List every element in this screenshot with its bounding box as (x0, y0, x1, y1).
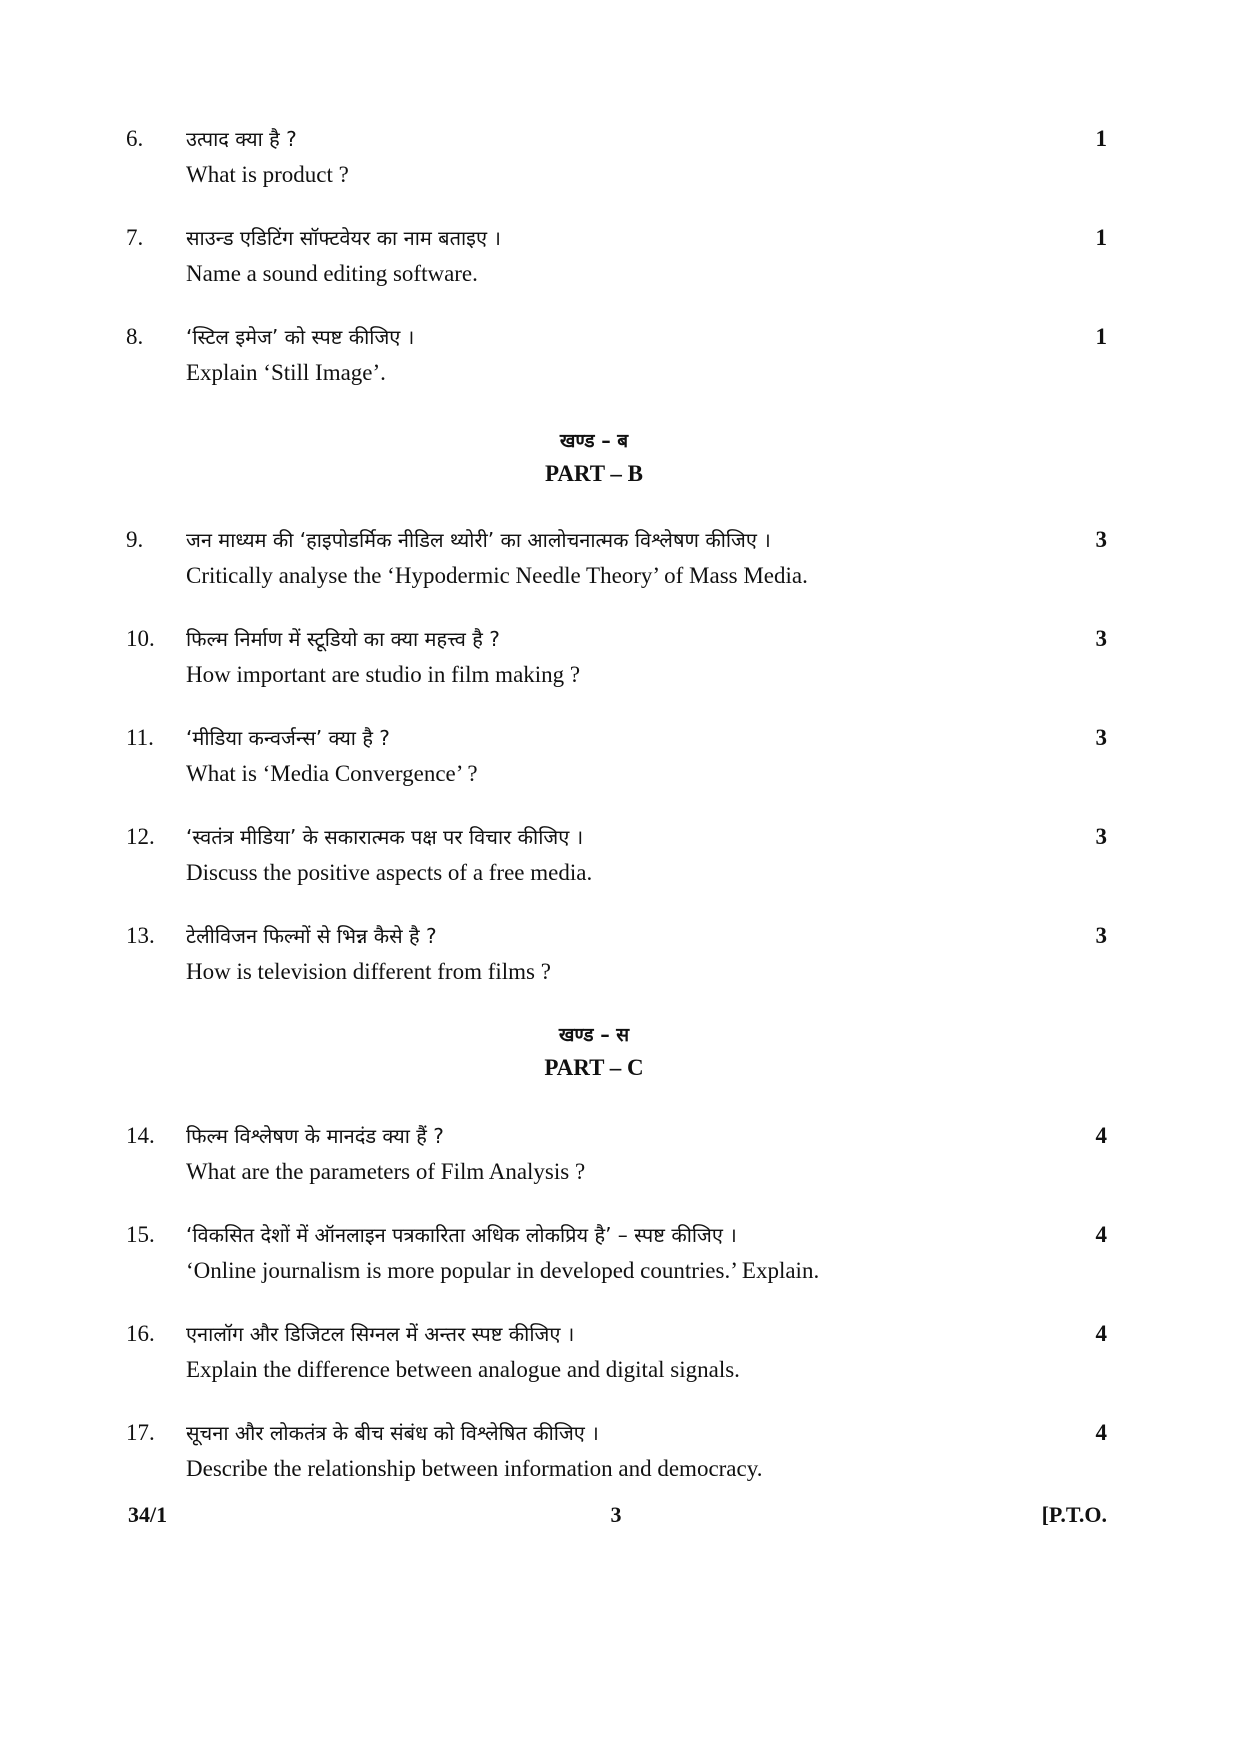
question-number: 14. (126, 1123, 155, 1148)
question-text-english: Describe the relationship between information and democracy. (186, 1456, 763, 1481)
question-text-english: ‘Online journalism is more popular in developed countries.’ Explain. (186, 1258, 820, 1283)
section-heading-english: PART – B (544, 461, 644, 486)
question-15 (0, 1220, 1241, 1290)
question-14 (0, 1121, 1241, 1191)
question-text-english: Explain the difference between analogue and digital signals. (186, 1357, 740, 1382)
paper-code: 34/1 (128, 1502, 168, 1527)
question-number: 6. (126, 126, 144, 151)
question-text-english: Name a sound editing software. (186, 261, 478, 286)
question-number: 15. (126, 1222, 155, 1247)
question-number: 12. (126, 824, 155, 849)
question-text-english: Critically analyse the ‘Hypodermic Needle Theory’ of Mass Media. (186, 563, 808, 588)
question-text-hindi: ‘मीडिया कन्वर्जन्स’ क्या है ? (186, 726, 390, 750)
question-7 (0, 223, 1241, 293)
question-text-hindi: सूचना और लोकतंत्र के बीच संबंध को विश्लेषित कीजिए । (186, 1421, 599, 1445)
question-marks: 4 (1095, 1420, 1107, 1445)
question-text-hindi: टेलीविजन फिल्मों से भिन्न कैसे है ? (186, 924, 437, 948)
question-text-hindi: ‘स्वतंत्र मीडिया’ के सकारात्मक पक्ष पर विचार कीजिए । (186, 825, 584, 849)
question-text-hindi: फिल्म निर्माण में स्टूडियो का क्या महत्त्व है ? (186, 627, 500, 651)
question-marks: 3 (1095, 923, 1107, 948)
question-text-hindi: जन माध्यम की ‘हाइपोडर्मिक नीडिल थ्योरी’ का आलोचनात्मक विश्लेषण कीजिए । (186, 528, 771, 552)
question-text-hindi: एनालॉग और डिजिटल सिग्नल में अन्तर स्पष्ट कीजिए । (186, 1322, 575, 1346)
question-number: 17. (126, 1420, 155, 1445)
question-text-english: Explain ‘Still Image’. (186, 360, 386, 385)
question-10 (0, 624, 1241, 694)
question-marks: 4 (1095, 1123, 1107, 1148)
question-marks: 3 (1095, 824, 1107, 849)
question-number: 8. (126, 324, 144, 349)
question-number: 11. (126, 725, 154, 750)
question-text-hindi: ‘स्टिल इमेज’ को स्पष्ट कीजिए । (186, 325, 415, 349)
question-text-hindi: उत्पाद क्या है ? (186, 127, 297, 151)
question-16 (0, 1319, 1241, 1389)
question-text-hindi: फिल्म विश्लेषण के मानदंड क्या हैं ? (186, 1124, 444, 1148)
question-marks: 1 (1095, 324, 1107, 349)
question-text-english: What is ‘Media Convergence’ ? (186, 761, 478, 786)
section-heading-hindi: खण्ड – स (558, 1024, 630, 1046)
page-number: 3 (610, 1502, 622, 1527)
question-number: 9. (126, 527, 144, 552)
question-13 (0, 921, 1241, 991)
question-number: 10. (126, 626, 155, 651)
question-marks: 1 (1095, 126, 1107, 151)
question-number: 16. (126, 1321, 155, 1346)
question-12 (0, 822, 1241, 892)
question-text-english: What are the parameters of Film Analysis ? (186, 1159, 586, 1184)
question-number: 7. (126, 225, 144, 250)
please-turn-over: [P.T.O. (1041, 1502, 1107, 1527)
question-text-hindi: ‘विकसित देशों में ऑनलाइन पत्रकारिता अधिक लोकप्रिय है’ – स्पष्ट कीजिए । (186, 1223, 737, 1247)
question-marks: 4 (1095, 1222, 1107, 1247)
question-17 (0, 1418, 1241, 1488)
section-heading-english: PART – C (544, 1055, 644, 1080)
question-marks: 1 (1095, 225, 1107, 250)
section-heading-hindi: खण्ड – ब (559, 430, 629, 452)
question-marks: 3 (1095, 626, 1107, 651)
question-11 (0, 723, 1241, 793)
question-marks: 4 (1095, 1321, 1107, 1346)
question-number: 13. (126, 923, 155, 948)
question-text-hindi: साउन्ड एडिटिंग सॉफ्टवेयर का नाम बताइए । (186, 226, 502, 250)
question-text-english: How important are studio in film making ? (186, 662, 581, 687)
question-6 (0, 124, 1241, 194)
question-marks: 3 (1095, 725, 1107, 750)
question-marks: 3 (1095, 527, 1107, 552)
question-9 (0, 525, 1241, 595)
question-text-english: How is television different from films ? (186, 959, 551, 984)
question-text-english: What is product ? (186, 162, 349, 187)
question-text-english: Discuss the positive aspects of a free media. (186, 860, 593, 885)
question-8 (0, 322, 1241, 392)
